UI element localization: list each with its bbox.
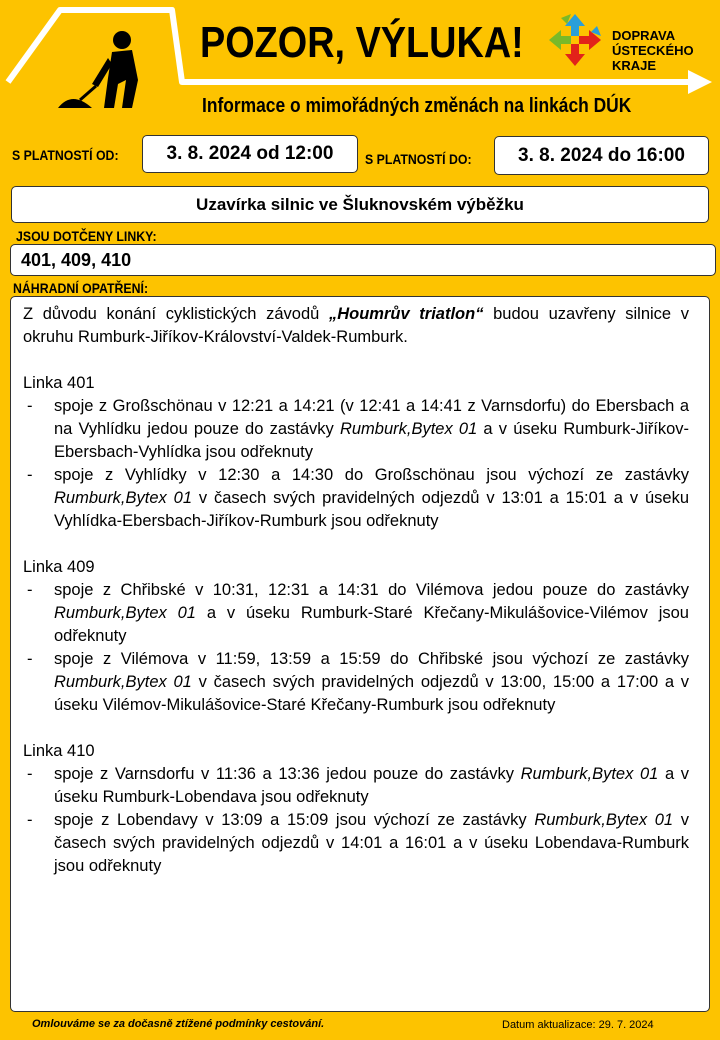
measures-label: NÁHRADNÍ OPATŘENÍ:: [13, 280, 149, 296]
roadwork-worker-icon: [58, 31, 138, 108]
list-item: - spoje z Lobendavy v 13:09 a 15:09 jsou výchozí ze zastávky Rumburk,Bytex 01 v časech svých pravidelných odjezdů v 14:01 a 16:01 a v úseku Lobendava-Rumburk jsou odřeknuty: [27, 811, 689, 875]
valid-from-label: S PLATNOSTÍ OD:: [12, 147, 119, 163]
page-subtitle: Informace o mimořádných změnách na linkách DÚK: [202, 95, 632, 117]
valid-to-label: S PLATNOSTÍ DO:: [365, 151, 472, 167]
footer-update-date: Datum aktualizace: 29. 7. 2024: [502, 1019, 654, 1031]
footer-apology: Omlouváme se za dočasně ztížené podmínky cestování.: [32, 1018, 325, 1030]
list-item: - spoje z Chřibské v 10:31, 12:31 a 14:31 do Vilémova jedou pouze do zastávky Rumburk,Bytex 01 a v úseku Rumburk-Staré Křečany-Mikulášovice-Vilémov jsou odřeknuty: [27, 581, 689, 645]
list-item: - spoje z Varnsdorfu v 11:36 a 13:36 jedou pouze do zastávky Rumburk,Bytex 01 a v úseku Rumburk-Lobendava jsou odřeknuty: [27, 765, 689, 806]
list-item: - spoje z Vilémova v 11:59, 13:59 a 15:59 do Chřibské jsou výchozí ze zastávky Rumburk,Bytex 01 v časech svých pravidelných odjezdů v 13:00, 15:00 a 17:00 a v úseku Vilémov-Mikulášovice-Staré Křečany-Rumburk jsou odřeknuty: [27, 650, 689, 714]
closure-title: Uzavírka silnic ve Šluknovském výběžku: [11, 186, 709, 223]
list-item: - spoje z Großschönau v 12:21 a 14:21 (v 12:41 a 14:41 z Varnsdorfu) do Ebersbach a na Vyhlídku jedou pouze do zastávky Rumburk,Bytex 01 a v úseku Rumburk-Jiříkov-Ebersbach-Vyhlídka jsou odřeknuty: [27, 397, 689, 461]
valid-from-value: 3. 8. 2024 od 12:00: [142, 135, 358, 173]
measures-content: [10, 296, 710, 1012]
brand-name: DOPRAVA ÚSTECKÉHO KRAJE: [612, 28, 694, 73]
valid-to-value: 3. 8. 2024 do 16:00: [494, 136, 709, 175]
line-401-heading: Linka 401: [23, 374, 95, 392]
event-name: „Houmrův triatlon“: [328, 305, 484, 323]
list-item: - spoje z Vyhlídky v 12:30 a 14:30 do Großschönau jsou výchozí ze zastávky Rumburk,Bytex 01 v časech svých pravidelných odjezdů v 13:01 a 15:01 a v úseku Vyhlídka-Ebersbach-Jiříkov-Rumburk jsou odřeknuty: [27, 466, 689, 530]
intro-text: Z důvodu konání cyklistických závodů „Houmrův triatlon“ budou uzavřeny silnice v okruhu Rumburk-Jiříkov-Království-Valdek-Rumburk.: [23, 305, 689, 346]
line-409-heading: Linka 409: [23, 558, 95, 576]
affected-lines-value: 401, 409, 410: [10, 244, 716, 276]
line-410-heading: Linka 410: [23, 742, 95, 760]
affected-lines-label: JSOU DOTČENY LINKY:: [16, 228, 157, 244]
page-title: POZOR, VÝLUKA!: [200, 18, 524, 67]
duk-logo-icon: [549, 14, 601, 66]
